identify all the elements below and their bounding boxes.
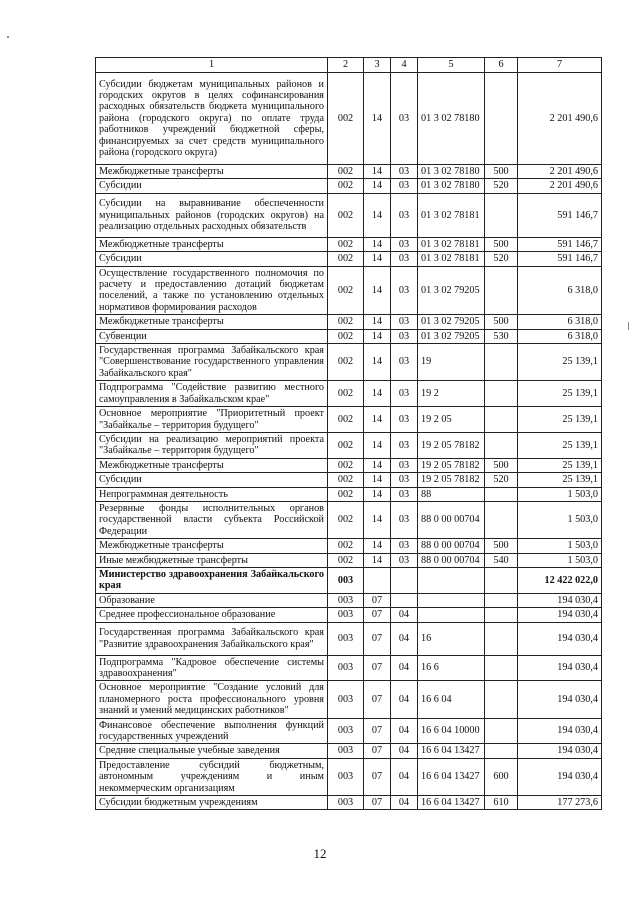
- cell-col-2: 003: [328, 796, 364, 810]
- cell-col-4: [391, 593, 418, 607]
- cell-col-2: 002: [328, 487, 364, 501]
- header-col-2: 2: [328, 58, 364, 73]
- cell-col-2: 002: [328, 473, 364, 487]
- cell-col-5: 88 0 00 00704: [418, 539, 485, 553]
- table-row: [96, 567, 602, 593]
- cell-col-2: 002: [328, 165, 364, 179]
- cell-col-3: 14: [364, 252, 391, 266]
- cell-col-5: 01 3 02 78180: [418, 165, 485, 179]
- scan-mark-right: [628, 322, 629, 330]
- cell-col-3: 14: [364, 553, 391, 567]
- cell-col-7: 194 030,4: [518, 681, 602, 718]
- cell-col-1: Финансовое обеспечение выполнения функций государственных учреждений: [96, 718, 328, 744]
- cell-col-6: [485, 622, 518, 655]
- cell-col-2: 003: [328, 608, 364, 622]
- cell-col-3: 14: [364, 165, 391, 179]
- cell-col-1: Межбюджетные трансферты: [96, 315, 328, 329]
- cell-col-3: 14: [364, 458, 391, 472]
- cell-col-3: 14: [364, 266, 391, 315]
- cell-col-5: 19 2 05 78182: [418, 432, 485, 458]
- cell-col-7: 591 146,7: [518, 252, 602, 266]
- table-row: [96, 344, 602, 381]
- cell-col-2: 002: [328, 179, 364, 193]
- header-col-6: 6: [485, 58, 518, 73]
- cell-col-7: 25 139,1: [518, 381, 602, 407]
- cell-col-5: 88: [418, 487, 485, 501]
- cell-col-3: 14: [364, 193, 391, 237]
- cell-col-2: 002: [328, 432, 364, 458]
- table-row: [96, 539, 602, 553]
- cell-col-4: 03: [391, 315, 418, 329]
- table-row: [96, 553, 602, 567]
- cell-col-6: 520: [485, 252, 518, 266]
- cell-col-1: Межбюджетные трансферты: [96, 237, 328, 251]
- cell-col-5: 16: [418, 622, 485, 655]
- table-row: [96, 458, 602, 472]
- cell-col-7: 2 201 490,6: [518, 165, 602, 179]
- cell-col-5: 16 6 04: [418, 681, 485, 718]
- cell-col-6: [485, 344, 518, 381]
- cell-col-4: 04: [391, 758, 418, 795]
- cell-col-4: 03: [391, 266, 418, 315]
- cell-col-6: 500: [485, 165, 518, 179]
- cell-col-3: 07: [364, 796, 391, 810]
- cell-col-5: [418, 567, 485, 593]
- cell-col-3: 07: [364, 608, 391, 622]
- cell-col-4: 04: [391, 744, 418, 758]
- cell-col-1: Субсидии: [96, 179, 328, 193]
- table-row: [96, 655, 602, 681]
- cell-col-3: 14: [364, 73, 391, 165]
- cell-col-7: 25 139,1: [518, 344, 602, 381]
- cell-col-5: 19 2 05: [418, 407, 485, 433]
- cell-col-6: [485, 487, 518, 501]
- cell-col-3: 07: [364, 744, 391, 758]
- cell-col-2: 003: [328, 681, 364, 718]
- table-row: [96, 252, 602, 266]
- cell-col-7: 1 503,0: [518, 487, 602, 501]
- cell-col-7: 25 139,1: [518, 432, 602, 458]
- cell-col-3: 07: [364, 718, 391, 744]
- cell-col-5: 19 2 05 78182: [418, 473, 485, 487]
- cell-col-2: 002: [328, 237, 364, 251]
- table-row: [96, 796, 602, 810]
- cell-col-7: 6 318,0: [518, 329, 602, 343]
- cell-col-4: 03: [391, 237, 418, 251]
- cell-col-2: 003: [328, 593, 364, 607]
- cell-col-7: 6 318,0: [518, 315, 602, 329]
- cell-col-6: [485, 655, 518, 681]
- cell-col-1: Среднее профессиональное образование: [96, 608, 328, 622]
- cell-col-5: 01 3 02 79205: [418, 266, 485, 315]
- cell-col-1: Субсидии на реализацию мероприятий проекта "Забайкалье – территория будущего": [96, 432, 328, 458]
- table-row: [96, 329, 602, 343]
- cell-col-3: 14: [364, 487, 391, 501]
- header-col-3: 3: [364, 58, 391, 73]
- cell-col-3: 07: [364, 758, 391, 795]
- cell-col-5: 88 0 00 00704: [418, 553, 485, 567]
- cell-col-1: Непрограммная деятельность: [96, 487, 328, 501]
- cell-col-6: [485, 593, 518, 607]
- cell-col-7: 177 273,6: [518, 796, 602, 810]
- cell-col-5: 01 3 02 78181: [418, 193, 485, 237]
- cell-col-7: 591 146,7: [518, 193, 602, 237]
- cell-col-7: 1 503,0: [518, 501, 602, 538]
- cell-col-5: 16 6 04 13427: [418, 796, 485, 810]
- table-row: [96, 608, 602, 622]
- cell-col-7: 194 030,4: [518, 655, 602, 681]
- cell-col-2: 002: [328, 407, 364, 433]
- cell-col-1: Субсидии: [96, 252, 328, 266]
- cell-col-2: 002: [328, 381, 364, 407]
- cell-col-7: 25 139,1: [518, 458, 602, 472]
- cell-col-3: 14: [364, 179, 391, 193]
- cell-col-1: Межбюджетные трансферты: [96, 539, 328, 553]
- cell-col-2: 003: [328, 655, 364, 681]
- header-col-4: 4: [391, 58, 418, 73]
- cell-col-6: [485, 193, 518, 237]
- table-row: [96, 718, 602, 744]
- cell-col-6: 600: [485, 758, 518, 795]
- table-row: [96, 501, 602, 538]
- cell-col-1: Субсидии: [96, 473, 328, 487]
- table-row: [96, 407, 602, 433]
- cell-col-4: 03: [391, 193, 418, 237]
- cell-col-2: 002: [328, 193, 364, 237]
- cell-col-6: 500: [485, 458, 518, 472]
- cell-col-1: Субсидии бюджетным учреждениям: [96, 796, 328, 810]
- cell-col-7: 194 030,4: [518, 744, 602, 758]
- cell-col-5: 16 6 04 10000: [418, 718, 485, 744]
- table-row: [96, 73, 602, 165]
- cell-col-6: [485, 718, 518, 744]
- cell-col-3: 07: [364, 593, 391, 607]
- table-row: [96, 758, 602, 795]
- cell-col-6: [485, 681, 518, 718]
- cell-col-4: 04: [391, 718, 418, 744]
- cell-col-5: 01 3 02 79205: [418, 315, 485, 329]
- cell-col-3: 07: [364, 622, 391, 655]
- cell-col-4: 04: [391, 622, 418, 655]
- cell-col-4: 04: [391, 796, 418, 810]
- cell-col-5: [418, 608, 485, 622]
- cell-col-6: 500: [485, 315, 518, 329]
- cell-col-2: 002: [328, 344, 364, 381]
- header-col-5: 5: [418, 58, 485, 73]
- cell-col-3: [364, 567, 391, 593]
- cell-col-6: 520: [485, 473, 518, 487]
- cell-col-4: 03: [391, 252, 418, 266]
- cell-col-3: 14: [364, 501, 391, 538]
- table-row: [96, 237, 602, 251]
- cell-col-7: 194 030,4: [518, 718, 602, 744]
- cell-col-5: 16 6 04 13427: [418, 758, 485, 795]
- cell-col-1: Государственная программа Забайкальского края "Совершенствование государственного управления Забайкальского края": [96, 344, 328, 381]
- cell-col-2: 002: [328, 329, 364, 343]
- cell-col-5: 16 6: [418, 655, 485, 681]
- cell-col-2: 002: [328, 458, 364, 472]
- table-row: [96, 266, 602, 315]
- header-col-1: 1: [96, 58, 328, 73]
- cell-col-5: [418, 593, 485, 607]
- cell-col-3: 14: [364, 344, 391, 381]
- cell-col-6: [485, 407, 518, 433]
- cell-col-3: 14: [364, 329, 391, 343]
- cell-col-2: 003: [328, 622, 364, 655]
- page-number: 12: [313, 846, 327, 861]
- cell-col-6: 610: [485, 796, 518, 810]
- cell-col-7: 12 422 022,0: [518, 567, 602, 593]
- budget-table: [95, 57, 602, 810]
- scan-mark-left: [7, 36, 9, 38]
- cell-col-1: Межбюджетные трансферты: [96, 458, 328, 472]
- table-header-row: [96, 58, 602, 73]
- cell-col-4: 03: [391, 539, 418, 553]
- cell-col-3: 07: [364, 655, 391, 681]
- cell-col-7: 194 030,4: [518, 593, 602, 607]
- cell-col-5: 16 6 04 13427: [418, 744, 485, 758]
- cell-col-6: [485, 744, 518, 758]
- cell-col-6: [485, 381, 518, 407]
- cell-col-7: 194 030,4: [518, 758, 602, 795]
- cell-col-1: Подпрограмма "Содействие развитию местного самоуправления в Забайкальском крае": [96, 381, 328, 407]
- cell-col-4: 04: [391, 681, 418, 718]
- cell-col-2: 002: [328, 73, 364, 165]
- cell-col-2: 003: [328, 567, 364, 593]
- cell-col-4: 03: [391, 553, 418, 567]
- cell-col-4: 03: [391, 73, 418, 165]
- cell-col-5: 19 2 05 78182: [418, 458, 485, 472]
- cell-col-3: 07: [364, 681, 391, 718]
- table-row: [96, 744, 602, 758]
- table-row: [96, 593, 602, 607]
- cell-col-1: Государственная программа Забайкальского края "Развитие здравоохранения Забайкальского края": [96, 622, 328, 655]
- cell-col-2: 002: [328, 315, 364, 329]
- table-row: [96, 681, 602, 718]
- cell-col-4: 03: [391, 487, 418, 501]
- cell-col-1: Министерство здравоохранения Забайкальского края: [96, 567, 328, 593]
- table-row: [96, 165, 602, 179]
- cell-col-6: 530: [485, 329, 518, 343]
- table-row: [96, 432, 602, 458]
- table-row: [96, 473, 602, 487]
- cell-col-1: Осуществление государственного полномочия по расчету и предоставлению дотаций бюджетам поселений, а также по установлению отдельных нормативов формирования расходов: [96, 266, 328, 315]
- cell-col-1: Средние специальные учебные заведения: [96, 744, 328, 758]
- cell-col-7: 6 318,0: [518, 266, 602, 315]
- cell-col-1: Резервные фонды исполнительных органов государственной власти субъекта Российской Федерации: [96, 501, 328, 538]
- cell-col-6: [485, 608, 518, 622]
- cell-col-4: 03: [391, 407, 418, 433]
- header-col-7: 7: [518, 58, 602, 73]
- table-row: [96, 487, 602, 501]
- cell-col-5: 01 3 02 78181: [418, 252, 485, 266]
- cell-col-6: [485, 432, 518, 458]
- cell-col-6: 540: [485, 553, 518, 567]
- table-row: [96, 315, 602, 329]
- cell-col-2: 002: [328, 252, 364, 266]
- cell-col-4: 03: [391, 381, 418, 407]
- cell-col-6: [485, 501, 518, 538]
- cell-col-7: 194 030,4: [518, 608, 602, 622]
- cell-col-4: 03: [391, 432, 418, 458]
- cell-col-5: 01 3 02 78180: [418, 179, 485, 193]
- cell-col-2: 002: [328, 539, 364, 553]
- cell-col-7: 1 503,0: [518, 539, 602, 553]
- cell-col-7: 591 146,7: [518, 237, 602, 251]
- cell-col-1: Основное мероприятие "Приоритетный проект "Забайкалье – территория будущего": [96, 407, 328, 433]
- cell-col-1: Межбюджетные трансферты: [96, 165, 328, 179]
- cell-col-6: [485, 567, 518, 593]
- cell-col-6: 500: [485, 237, 518, 251]
- cell-col-5: 19: [418, 344, 485, 381]
- cell-col-2: 003: [328, 758, 364, 795]
- cell-col-1: Предоставление субсидий бюджетным, автономным учреждениям и иным некоммерческим организациям: [96, 758, 328, 795]
- cell-col-7: 2 201 490,6: [518, 73, 602, 165]
- cell-col-5: 01 3 02 78180: [418, 73, 485, 165]
- cell-col-6: [485, 266, 518, 315]
- cell-col-4: 03: [391, 165, 418, 179]
- cell-col-3: 14: [364, 432, 391, 458]
- cell-col-7: 1 503,0: [518, 553, 602, 567]
- cell-col-1: Субвенции: [96, 329, 328, 343]
- cell-col-1: Иные межбюджетные трансферты: [96, 553, 328, 567]
- cell-col-1: Образование: [96, 593, 328, 607]
- cell-col-4: 03: [391, 179, 418, 193]
- table-row: [96, 622, 602, 655]
- cell-col-6: [485, 73, 518, 165]
- cell-col-4: 03: [391, 473, 418, 487]
- cell-col-3: 14: [364, 315, 391, 329]
- cell-col-3: 14: [364, 539, 391, 553]
- cell-col-3: 14: [364, 407, 391, 433]
- cell-col-4: 04: [391, 608, 418, 622]
- cell-col-4: 03: [391, 458, 418, 472]
- cell-col-2: 003: [328, 744, 364, 758]
- cell-col-5: 01 3 02 78181: [418, 237, 485, 251]
- cell-col-5: 88 0 00 00704: [418, 501, 485, 538]
- cell-col-3: 14: [364, 381, 391, 407]
- cell-col-2: 003: [328, 718, 364, 744]
- cell-col-4: 03: [391, 329, 418, 343]
- cell-col-7: 25 139,1: [518, 473, 602, 487]
- cell-col-1: Основное мероприятие "Создание условий для планомерного роста профессионального уровня знаний и умений медицинских работников": [96, 681, 328, 718]
- cell-col-6: 500: [485, 539, 518, 553]
- table-row: [96, 179, 602, 193]
- cell-col-1: Субсидии бюджетам муниципальных районов и городских округов в целях софинансирования расходных обязательств бюджета муниципального района (городского округа) по оплате труда работников учреждений бюджетной сферы, финансируемых за счет средств муниципального района (городского округа): [96, 73, 328, 165]
- cell-col-7: 2 201 490,6: [518, 179, 602, 193]
- cell-col-1: Субсидии на выравнивание обеспеченности муниципальных районов (городских округов) на реализацию отдельных расходных обязательств: [96, 193, 328, 237]
- cell-col-4: [391, 567, 418, 593]
- cell-col-4: 03: [391, 344, 418, 381]
- cell-col-7: 25 139,1: [518, 407, 602, 433]
- cell-col-5: 19 2: [418, 381, 485, 407]
- cell-col-1: Подпрограмма "Кадровое обеспечение системы здравоохранения": [96, 655, 328, 681]
- cell-col-3: 14: [364, 237, 391, 251]
- cell-col-3: 14: [364, 473, 391, 487]
- cell-col-2: 002: [328, 501, 364, 538]
- cell-col-5: 01 3 02 79205: [418, 329, 485, 343]
- table-row: [96, 193, 602, 237]
- cell-col-2: 002: [328, 553, 364, 567]
- cell-col-7: 194 030,4: [518, 622, 602, 655]
- cell-col-4: 04: [391, 655, 418, 681]
- table-row: [96, 381, 602, 407]
- cell-col-4: 03: [391, 501, 418, 538]
- cell-col-6: 520: [485, 179, 518, 193]
- cell-col-2: 002: [328, 266, 364, 315]
